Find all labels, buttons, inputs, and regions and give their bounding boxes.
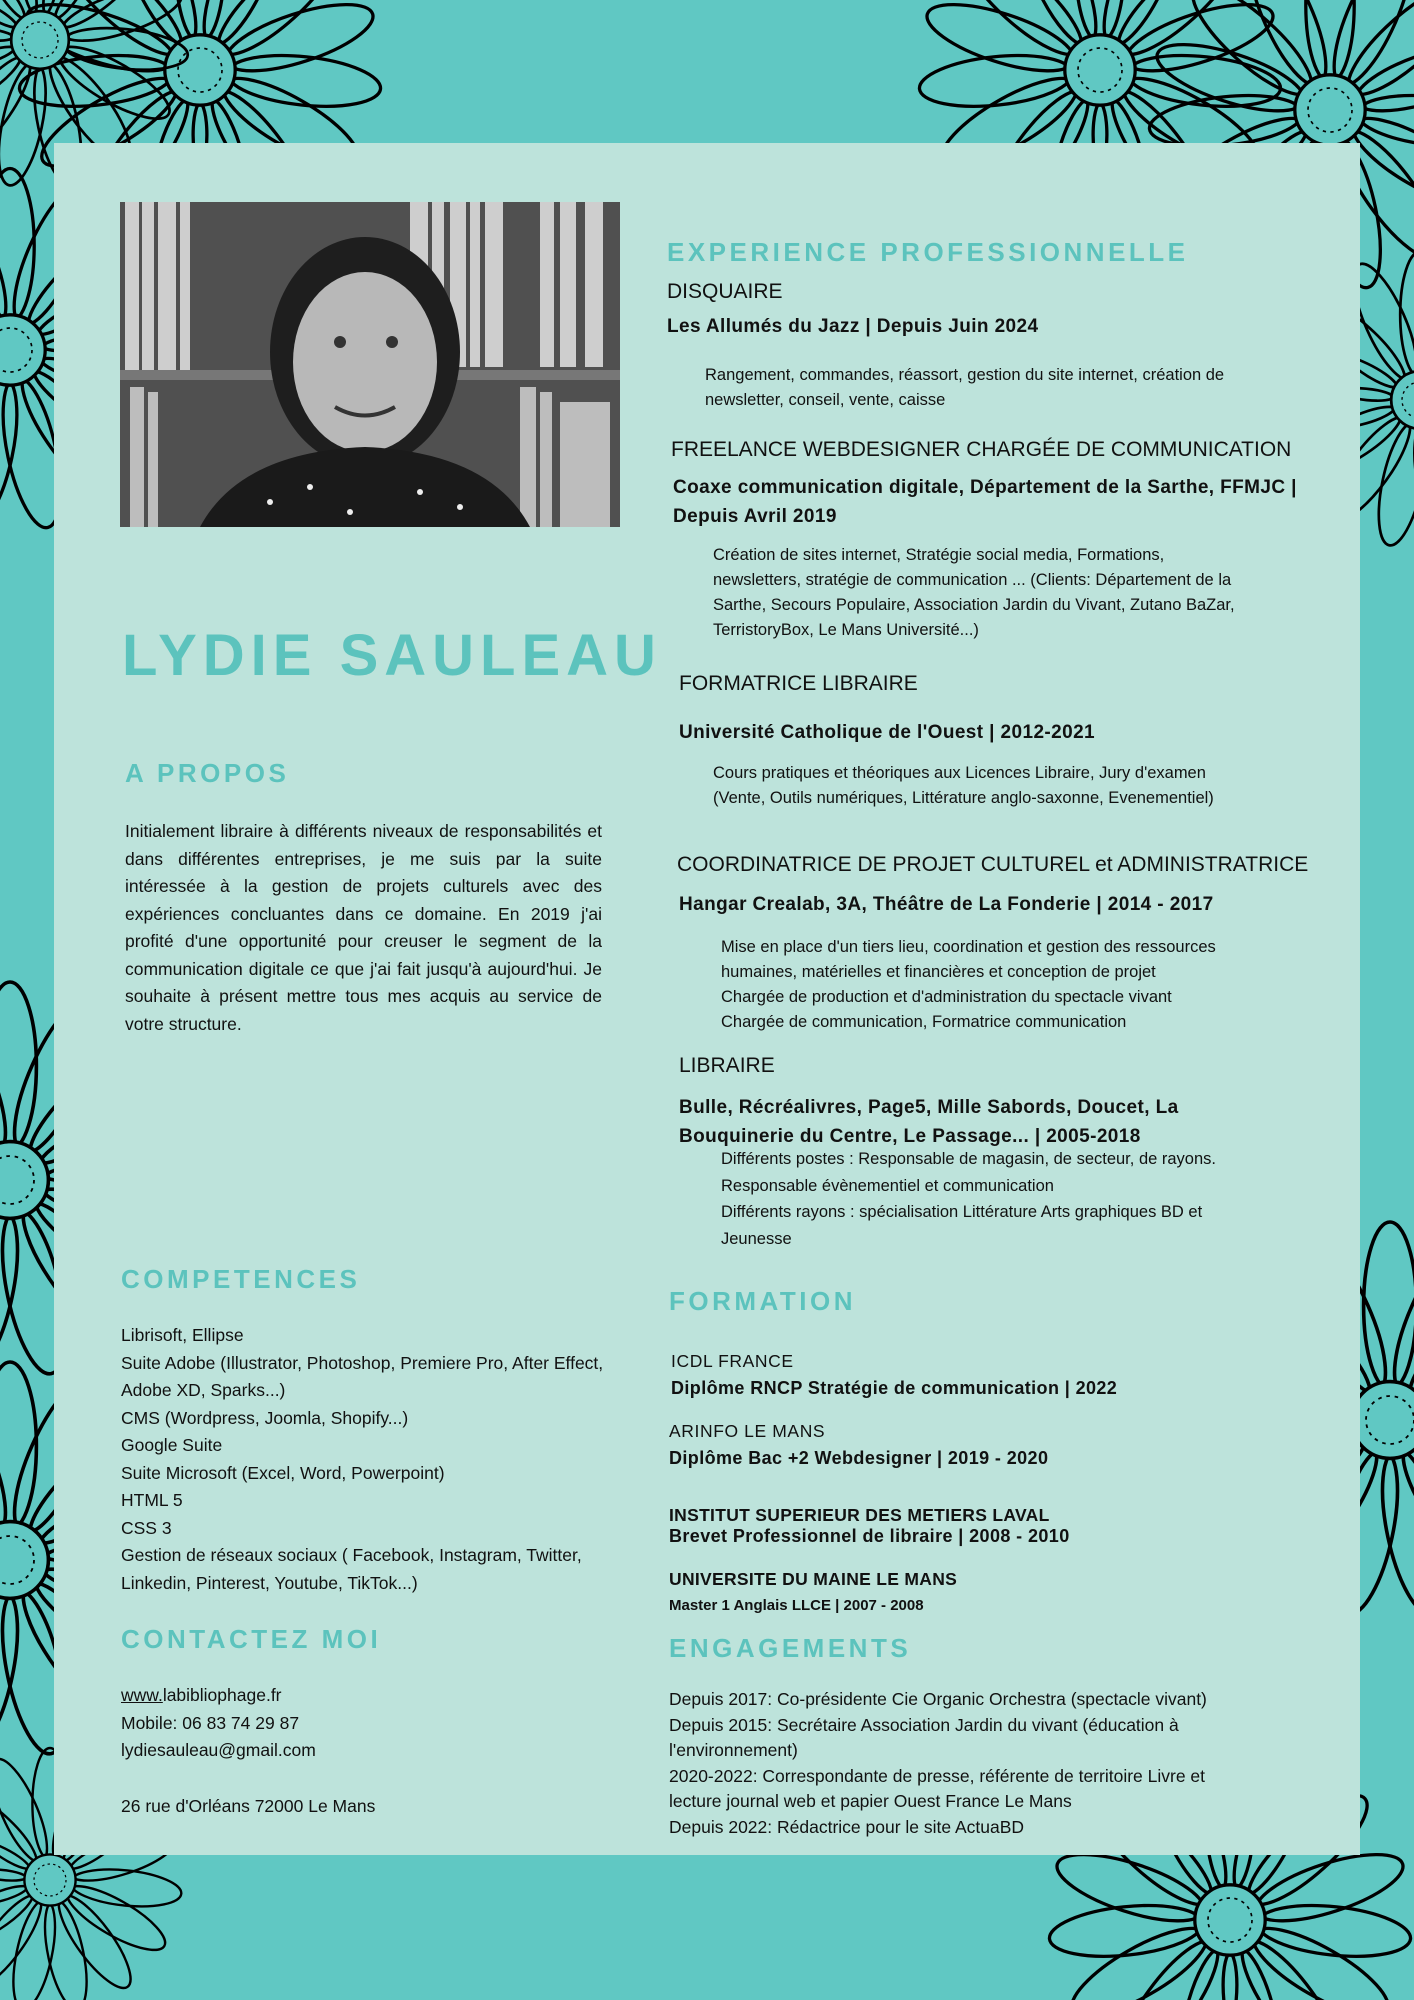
education-school: ICDL FRANCE — [671, 1351, 794, 1371]
contact-heading: CONTACTEZ MOI — [121, 1624, 382, 1654]
skill-item: CSS 3 — [121, 1517, 172, 1538]
desc-line: Rangement, commandes, réassort, gestion du site internet, création de — [705, 366, 1225, 384]
skill-item: CMS (Wordpress, Joomla, Shopify...) — [121, 1407, 409, 1428]
job-description — [721, 935, 1331, 1035]
job-description — [713, 761, 1333, 811]
skills-list — [121, 1322, 611, 1597]
education-school: ARINFO LE MANS — [669, 1421, 826, 1441]
job-title: LIBRAIRE — [679, 1054, 775, 1077]
desc-line: Responsable évènementiel et communication — [721, 1176, 1054, 1195]
person-name: LYDIE SAULEAU — [122, 623, 662, 688]
education-school: INSTITUT SUPERIEUR DES METIERS LAVAL — [669, 1505, 1050, 1525]
job-description — [721, 1146, 1331, 1252]
desc-line: Chargée de communication, Formatrice communication — [721, 1013, 1127, 1031]
desc-line: TerristoryBox, Le Mans Université...) — [713, 621, 979, 639]
education-degree: Master 1 Anglais LLCE | 2007 - 2008 — [669, 1597, 924, 1614]
engagements-list — [669, 1687, 1289, 1840]
job-title: FORMATRICE LIBRAIRE — [679, 672, 918, 695]
job-description — [705, 363, 1315, 413]
mobile-number: Mobile: 06 83 74 29 87 — [121, 1712, 300, 1733]
portrait-photo — [120, 202, 620, 527]
engagement-line: Depuis 2022: Rédactrice pour le site ActuaBD — [669, 1816, 1025, 1837]
postal-address: 26 rue d'Orléans 72000 Le Mans — [121, 1795, 376, 1816]
skill-item: Gestion de réseaux sociaux ( Facebook, Instagram, Twitter, Linkedin, Pinterest, Youtube, TikTok...) — [121, 1545, 582, 1593]
desc-line: Jeunesse — [721, 1229, 792, 1248]
experience-heading: EXPERIENCE PROFESSIONNELLE — [667, 237, 1189, 267]
email-address[interactable]: lydiesauleau@gmail.com — [121, 1740, 316, 1760]
job-title: DISQUAIRE — [667, 280, 783, 303]
engagement-line: lecture journal web et papier Ouest France Le Mans — [669, 1791, 1072, 1811]
desc-line: Sarthe, Secours Populaire, Association Jardin du Vivant, Zutano BaZar, — [713, 596, 1235, 614]
skills-heading: COMPETENCES — [121, 1264, 361, 1294]
desc-line: newsletters, stratégie de communication ... (Clients: Département de la — [713, 571, 1232, 589]
website-prefix: www. — [121, 1685, 163, 1705]
job-title: COORDINATRICE DE PROJET CULTUREL et ADMINISTRATRICE — [677, 853, 1309, 876]
skill-item: HTML 5 — [121, 1490, 183, 1510]
about-heading: A PROPOS — [125, 758, 290, 788]
education-degree: Diplôme Bac +2 Webdesigner | 2019 - 2020 — [669, 1448, 1049, 1468]
engagements-heading: ENGAGEMENTS — [669, 1633, 912, 1663]
engagement-line: l'environnement) — [669, 1740, 798, 1760]
job-organization: Bulle, Récréalivres, Page5, Mille Sabords, Doucet, La Bouquinerie du Centre, Le Passage... | 2005-2018 — [679, 1097, 1179, 1147]
job-organization: Université Catholique de l'Ouest | 2012-2021 — [679, 722, 1096, 743]
desc-line: Chargée de production et d'administration du spectacle vivant — [721, 988, 1172, 1006]
website-domain: labibliophage.fr — [162, 1685, 282, 1705]
job-title: FREELANCE WEBDESIGNER CHARGÉE DE COMMUNICATION — [671, 438, 1292, 461]
desc-line: Cours pratiques et théoriques aux Licences Libraire, Jury d'examen — [713, 764, 1206, 782]
job-description — [713, 543, 1333, 643]
desc-line: Mise en place d'un tiers lieu, coordination et gestion des ressources — [721, 938, 1216, 956]
skill-item: Suite Microsoft (Excel, Word, Powerpoint) — [121, 1462, 445, 1483]
desc-line: (Vente, Outils numériques, Littérature anglo-saxonne, Evenementiel) — [713, 789, 1214, 807]
job-organization: Hangar Crealab, 3A, Théâtre de La Fonderie | 2014 - 2017 — [679, 894, 1214, 915]
education-heading: FORMATION — [669, 1286, 856, 1316]
desc-line: Différents postes : Responsable de magasin, de secteur, de rayons. — [721, 1150, 1216, 1168]
skill-item: Google Suite — [121, 1435, 223, 1455]
desc-line: Création de sites internet, Stratégie social media, Formations, — [713, 546, 1165, 564]
contact-block — [121, 1682, 601, 1820]
desc-line: Différents rayons : spécialisation Littérature Arts graphiques BD et — [721, 1203, 1203, 1221]
skill-item: Suite Adobe (Illustrator, Photoshop, Premiere Pro, After Effect, Adobe XD, Sparks...) — [121, 1352, 604, 1400]
desc-line: newsletter, conseil, vente, caisse — [705, 391, 946, 409]
education-degree: Diplôme RNCP Stratégie de communication | 2022 — [671, 1378, 1118, 1398]
skill-item: Librisoft, Ellipse — [121, 1325, 244, 1345]
desc-line: humaines, matérielles et financières et conception de projet — [721, 963, 1156, 981]
education-degree: Brevet Professionnel de libraire | 2008 - 2010 — [669, 1526, 1070, 1546]
website-link[interactable] — [121, 1682, 601, 1710]
education-school: UNIVERSITE DU MAINE LE MANS — [669, 1569, 958, 1589]
job-organization: Coaxe communication digitale, Département de la Sarthe, FFMJC | Depuis Avril 2019 — [673, 477, 1297, 527]
engagement-line: Depuis 2017: Co-présidente Cie Organic Orchestra (spectacle vivant) — [669, 1689, 1207, 1709]
job-organization: Les Allumés du Jazz | Depuis Juin 2024 — [667, 316, 1039, 337]
engagement-line: Depuis 2015: Secrétaire Association Jardin du vivant (éducation à — [669, 1714, 1179, 1735]
engagement-line: 2020-2022: Correspondante de presse, référente de territoire Livre et — [669, 1765, 1206, 1786]
about-text: Initialement libraire à différents niveaux de responsabilités et dans différentes entreprises, je me suis par la suite intéressée à la gestion de projets culturels avec des expériences concluantes dans ce domaine. En 2019 j'ai profité d'une opportunité pour creuser le segment de la communication digitale ce que j'ai fait jusqu'à aujourd'hui. Je souhaite à présent mettre tous mes acquis au service de votre structure. — [125, 821, 602, 1034]
